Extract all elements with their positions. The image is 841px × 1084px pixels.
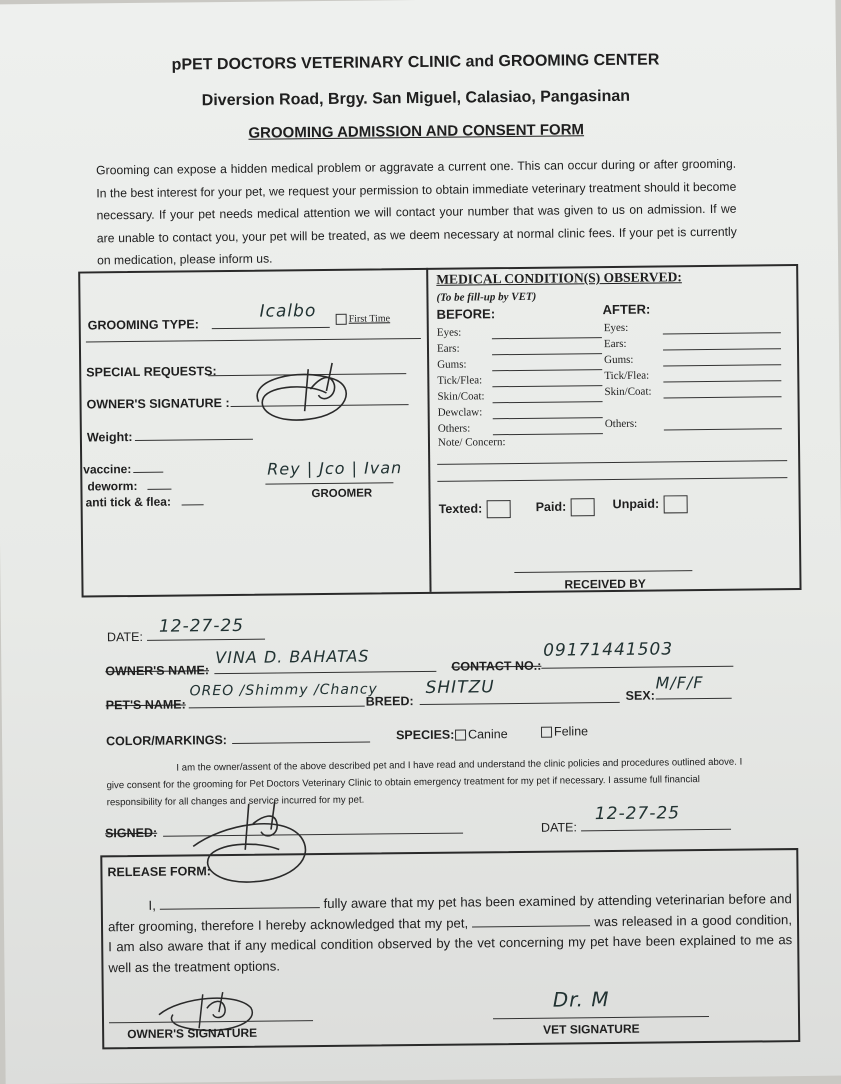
after-label: AFTER: [602,301,651,318]
vet-signature-label: VET SIGNATURE [543,1021,640,1037]
release-pet-name-line[interactable] [472,913,590,927]
special-requests-label: SPECIAL REQUESTS: [86,364,217,380]
texted-label: Texted: [438,501,483,517]
release-pronoun: I, [148,897,156,913]
feline-option[interactable] [541,724,588,738]
signed-label: SIGNED: [104,825,158,841]
texted-option[interactable] [439,500,511,519]
unpaid-label: Unpaid: [612,496,660,512]
feline-label: Feline [553,724,589,739]
contact-label: CONTACT NO.: [451,658,542,674]
species-label: SPECIES: [395,727,455,743]
before-field-label: Dewclaw: [437,406,483,419]
consent-date-value[interactable]: 12-27-25 [594,803,681,825]
owner-signature-label: OWNER'S SIGNATURE : [86,395,230,412]
before-field-label: Gums: [437,358,467,371]
sex-value[interactable]: M/F/F [655,673,704,693]
canine-checkbox[interactable] [455,730,466,741]
groomer-value[interactable]: Rey | Jco | Ivan [267,458,403,479]
color-line[interactable] [232,730,370,744]
date-label: DATE: [106,629,143,645]
first-time-checkbox[interactable] [336,314,347,325]
date-value[interactable]: 12-27-25 [158,615,245,637]
owner-name-value[interactable]: VINA D. BAHATAS [215,646,370,668]
before-field-label: Skin/Coat: [437,390,485,403]
release-paragraph [108,889,793,978]
unpaid-option[interactable] [613,495,688,514]
vaccine-label: vaccine: [83,462,132,477]
before-field-label: Others: [437,422,471,435]
groomer-label: GROOMER [311,487,373,501]
deworm-line[interactable] [147,477,171,490]
paid-checkbox[interactable] [570,498,594,516]
before-field-label: Eyes: [436,326,462,339]
release-text-2: was released in a good condition, I am also aware that if any medical condition observed by the vet concerning my pet have been explained to me as well as the treatment options. [108,911,793,975]
deworm-label: deworm: [87,478,138,494]
contact-value[interactable]: 09171441503 [543,639,674,661]
pet-name-label: PET'S NAME: [105,697,186,713]
medical-title: MEDICAL CONDITION(S) OBSERVED: [436,269,682,287]
paid-option[interactable] [536,498,595,517]
before-field-label: Tick/Flea: [437,374,483,387]
weight-line[interactable] [135,427,253,441]
grooming-type-value[interactable]: Icalbo [259,301,317,322]
before-field-label: Ears: [436,342,460,355]
release-title: RELEASE FORM: [107,864,212,880]
breed-label: BREED: [365,694,414,709]
consent-date-label: DATE: [540,820,577,835]
owner-name-label: OWNER'S NAME: [105,663,210,679]
release-text-1: fully aware that my pet has been examined by attending veterinarian before and after grooming, therefore I hereby acknowledged that my pet, [107,891,792,934]
vet-signature-value[interactable]: Dr. M [552,987,610,1012]
after-field-label: Gums: [604,353,634,367]
clinic-address: Diversion Road, Brgy. San Miguel, Calasiao, Pangasinan [201,87,631,110]
paid-label: Paid: [535,499,567,515]
after-field-label: Ears: [603,337,627,351]
after-field-label: Eyes: [603,321,629,335]
after-field-label: Skin/Coat: [604,385,652,399]
grooming-type-label: GROOMING TYPE: [87,317,199,333]
feline-checkbox[interactable] [541,727,552,738]
anti-tick-line[interactable] [181,492,203,505]
before-label: BEFORE: [436,306,496,322]
intro-paragraph: Grooming can expose a hidden medical problem or aggravate a current one. This can occur during or after grooming. In the best interest for your pet, we request your permission to obtain immediate veterinary treatment should it become necessary. If your pet needs medical attention we will contact your number that was given to us on admission. If we are unable to contact you, your pet will be treated, as we deem necessary at normal clinic fees. If your pet is currently on medication, please inform us. [96,156,737,268]
after-field-label: Others: [604,417,638,431]
breed-value[interactable]: SHITZU [425,677,495,698]
first-time-label: First Time [348,313,391,325]
owner-signature-scribble [238,349,359,430]
vaccine-line[interactable] [133,460,163,473]
canine-label: Canine [467,727,508,742]
received-by-label: RECEIVED BY [564,576,646,592]
weight-label: Weight: [86,430,133,445]
pet-name-value[interactable]: OREO /Shimmy /Chancy [189,681,378,700]
canine-option[interactable] [455,727,508,742]
sex-label: SEX: [625,688,655,703]
medical-subtitle: (To be fill-up by VET) [436,290,537,304]
form-title: GROOMING ADMISSION AND CONSENT FORM [248,121,585,142]
consent-paragraph: I am the owner/assent of the above described pet and I have read and understand the clinic policies and procedures outlined above. I give consent for the grooming for Pet Doctors Veterinary Clinic to obtain emergency treatment for my pet if necessary. I assume full financial responsibility for all changes and service incurred for my pet. [106,756,743,809]
release-owner-name-line[interactable] [160,895,320,910]
clinic-name: pPET DOCTORS VETERINARY CLINIC and GROOMING CENTER [171,51,660,74]
anti-tick-label: anti tick & flea: [85,494,172,510]
unpaid-checkbox[interactable] [663,495,687,513]
first-time-option[interactable] [336,313,391,325]
color-label: COLOR/MARKINGS: [106,733,227,749]
release-owner-signature-label: OWNER'S SIGNATURE [127,1025,258,1042]
after-field-label: Tick/Flea: [604,369,650,383]
texted-checkbox[interactable] [486,500,510,518]
note-label: Note/ Concern: [437,436,506,449]
